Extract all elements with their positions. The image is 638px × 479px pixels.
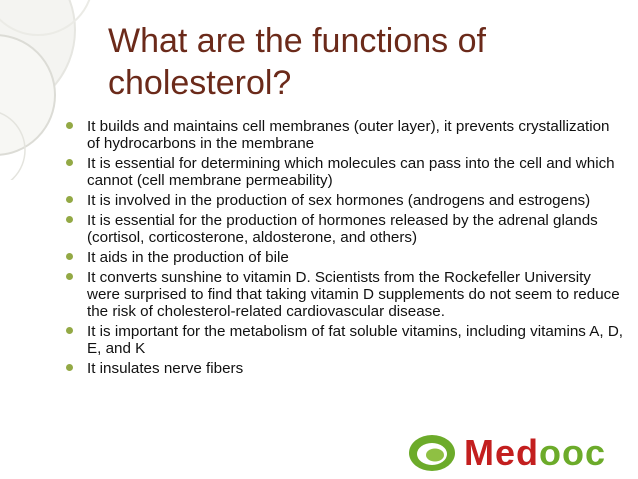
list-item <box>64 323 624 357</box>
bullet-icon <box>66 216 73 223</box>
bullet-icon <box>66 364 73 371</box>
green-ring-logo-icon <box>406 432 458 474</box>
list-item-text: It is important for the metabolism of fat soluble vitamins, including vitamins A, D, E, and K <box>87 323 624 357</box>
list-item-text: It aids in the production of bile <box>87 249 289 266</box>
bullet-icon <box>66 196 73 203</box>
list-item <box>64 212 624 246</box>
list-item-text: It is involved in the production of sex hormones (androgens and estrogens) <box>87 192 591 209</box>
logo-text-med: Med <box>464 432 539 473</box>
list-item <box>64 155 624 189</box>
list-item-text: It is essential for determining which molecules can pass into the cell and which cannot (cell membrane permeability) <box>87 155 615 189</box>
list-item-text: It is essential for the production of hormones released by the adrenal glands (cortisol, corticosterone, aldosterone, and others) <box>87 212 598 246</box>
list-item-text: It converts sunshine to vitamin D. Scientists from the Rockefeller University were surprised to find that taking vitamin D supplements do not seem to reduce the risk of cholesterol-related cardiovascular disease. <box>87 269 620 320</box>
list-item <box>64 269 624 320</box>
bullet-list <box>64 118 624 380</box>
list-item <box>64 192 624 209</box>
bullet-icon <box>66 327 73 334</box>
bullet-icon <box>66 159 73 166</box>
list-item <box>64 360 624 377</box>
medooc-logo <box>406 432 628 474</box>
slide-title: What are the functions of cholesterol? <box>108 22 486 102</box>
bullet-icon <box>66 273 73 280</box>
list-item <box>64 118 624 152</box>
list-item-text: It builds and maintains cell membranes (outer layer), it prevents crystallization of hydrocarbons in the membrane <box>87 118 610 152</box>
logo-wordmark <box>464 432 606 474</box>
list-item-text: It insulates nerve fibers <box>87 360 244 377</box>
logo-text-ooc: ooc <box>539 432 607 473</box>
bullet-icon <box>66 122 73 129</box>
bullet-icon <box>66 253 73 260</box>
list-item <box>64 249 624 266</box>
